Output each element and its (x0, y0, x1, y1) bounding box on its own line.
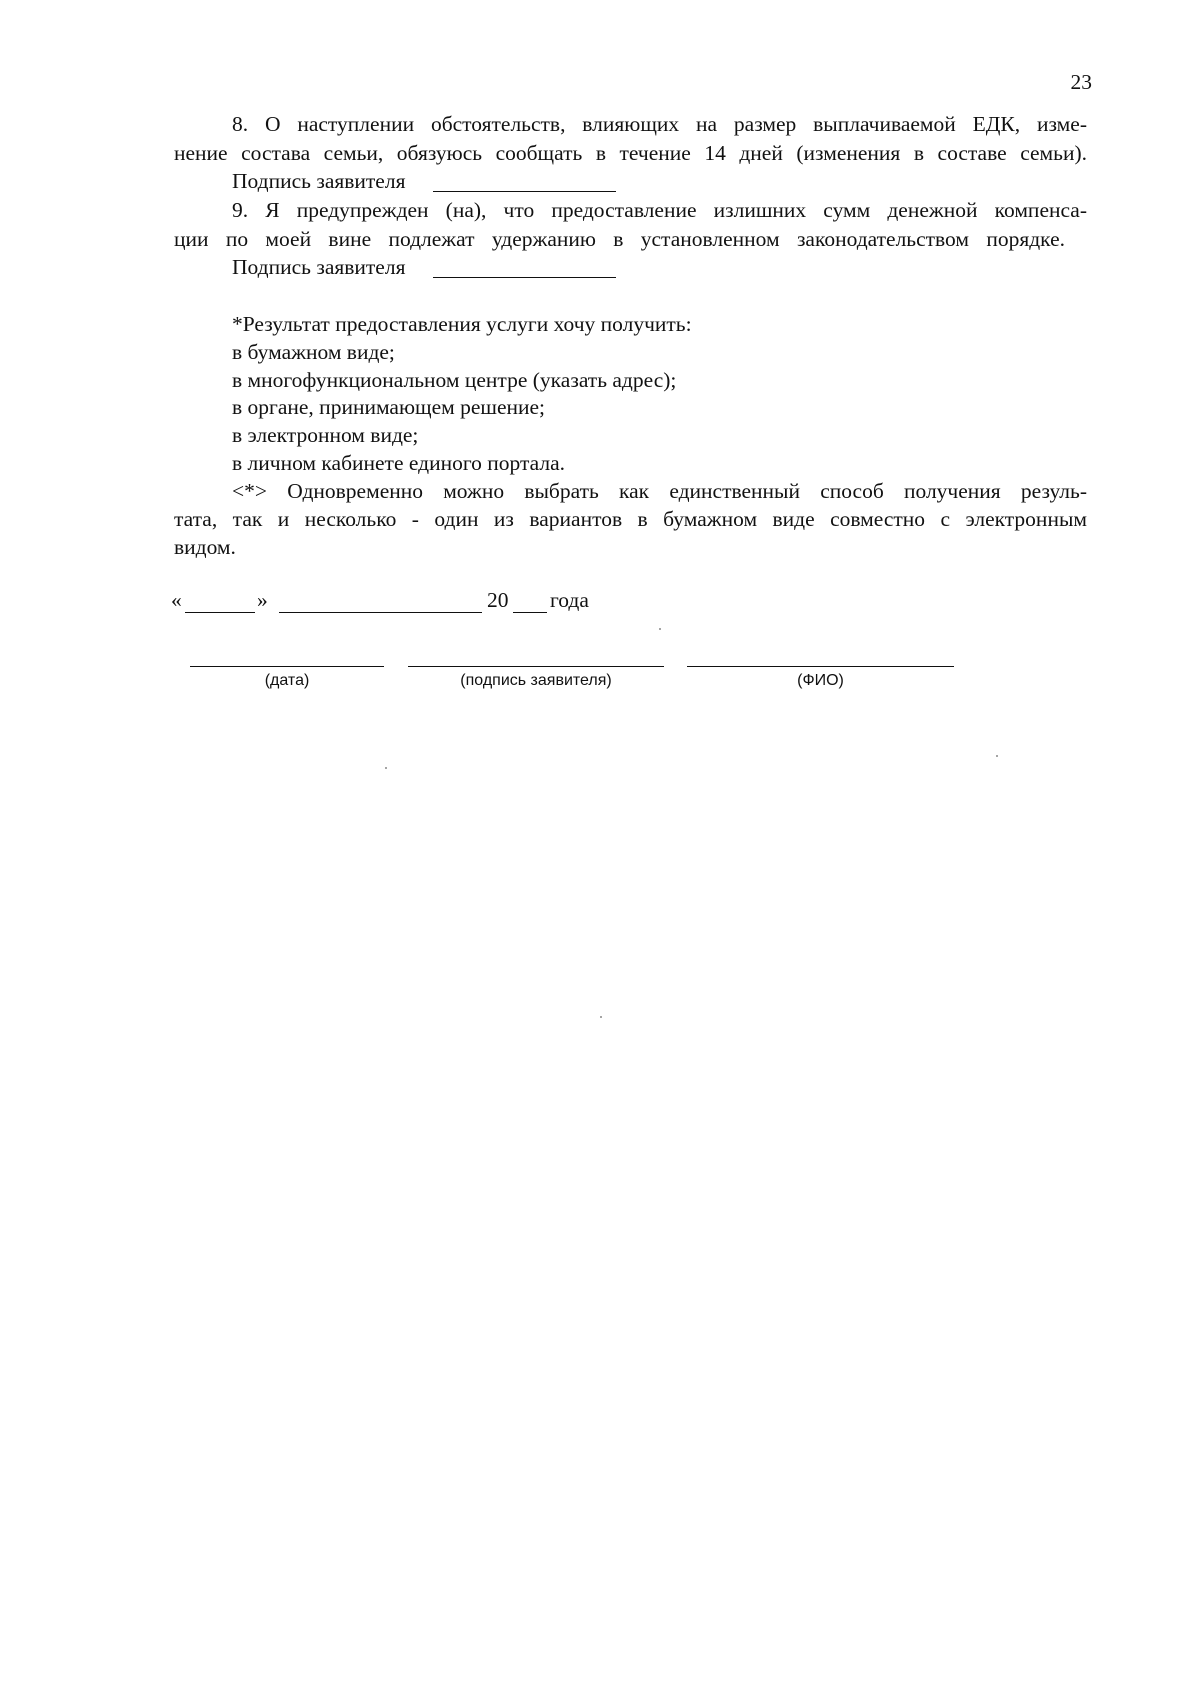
scan-speck (996, 755, 998, 757)
date-close-quote: » (257, 588, 268, 612)
result-option-paper: в бумажном виде; (232, 340, 395, 364)
item9-signature-label: Подпись заявителя (232, 255, 406, 279)
signature-date-field[interactable] (190, 666, 384, 667)
signature-field[interactable] (408, 666, 664, 667)
result-option-authority: в органе, принимающем решение; (232, 395, 546, 419)
note-line2: тата, так и несколько - один из вариантов в бумажном виде совместно с электронным (174, 507, 1087, 531)
item9-signature-field[interactable] (433, 277, 616, 278)
note-line3: видом. (174, 535, 236, 559)
result-heading: *Результат предоставления услуги хочу получить: (232, 312, 692, 336)
item9-line2: ции по моей вине подлежат удержанию в установленном законодательством порядке. (174, 227, 1065, 251)
signature-name-caption: (ФИО) (797, 672, 844, 689)
date-month-field[interactable] (279, 612, 482, 613)
item8-signature-field[interactable] (433, 191, 616, 192)
note-line1: <*> Одновременно можно выбрать как единственный способ получения резуль- (232, 479, 1087, 503)
scan-speck (659, 628, 661, 630)
date-open-quote: « (171, 588, 182, 612)
date-year-suffix: года (550, 588, 589, 612)
date-day-field[interactable] (185, 612, 255, 613)
item8-line1: 8. О наступлении обстоятельств, влияющих на размер выплачиваемой ЕДК, изме- (232, 112, 1087, 136)
result-option-electronic: в электронном виде; (232, 423, 419, 447)
page-number: 23 (1070, 70, 1092, 94)
signature-caption: (подпись заявителя) (460, 672, 612, 689)
item8-line2: нение состава семьи, обязуюсь сообщать в течение 14 дней (изменения в составе семьи). (174, 141, 1087, 165)
date-year-prefix: 20 (487, 588, 509, 612)
item9-line1: 9. Я предупрежден (на), что предоставление излишних сумм денежной компенса- (232, 198, 1087, 222)
result-option-portal: в личном кабинете единого портала. (232, 451, 565, 475)
date-year-field[interactable] (513, 612, 547, 613)
signature-name-field[interactable] (687, 666, 954, 667)
scan-speck (600, 1016, 602, 1018)
scan-speck (385, 767, 387, 769)
signature-date-caption: (дата) (264, 672, 310, 689)
item8-signature-label: Подпись заявителя (232, 169, 406, 193)
result-option-mfc: в многофункциональном центре (указать адрес); (232, 368, 677, 392)
